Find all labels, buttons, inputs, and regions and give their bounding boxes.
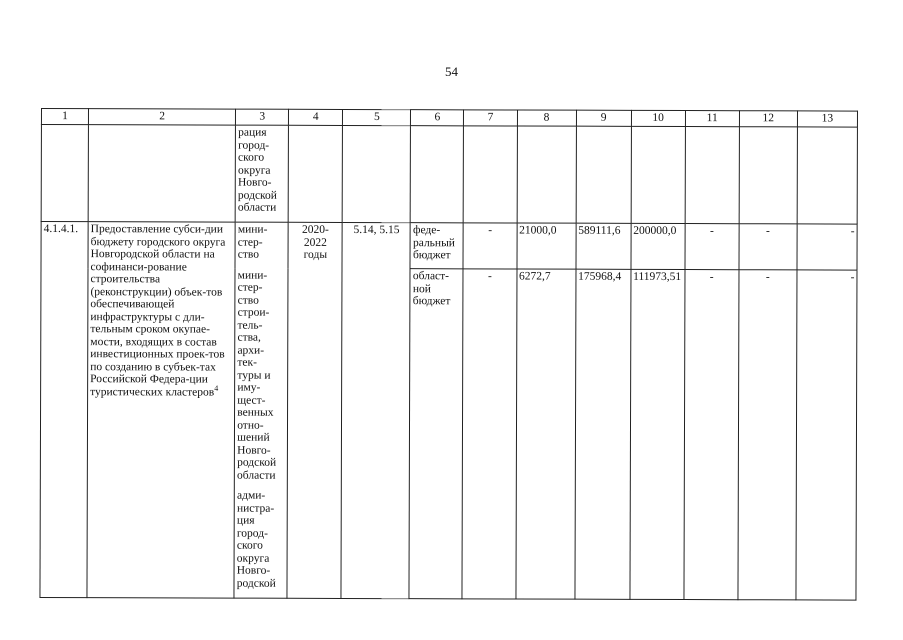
value-cell: - [738,270,797,600]
table-cell [631,126,685,223]
table-cell [517,126,576,223]
period-line: 2020- [301,223,329,236]
period-line: годы [303,248,328,261]
table-cell [464,126,517,223]
source-line: ральный [412,236,456,249]
value-cell: 589111,6 [576,223,631,269]
row-period [287,222,342,598]
table-cell [797,127,857,224]
value-cell: 6272,7 [516,269,576,599]
header-cell: 7 [464,110,517,126]
value-cell: 21000,0 [517,223,576,269]
value-cell: 175968,4 [575,269,631,599]
executor-line: щест- [237,394,266,407]
value-cell: 111973,51 [630,269,685,599]
executor-line: шений [237,431,270,444]
header-cell: 9 [576,110,631,126]
row-indicators: 5.14, 5.15 [341,222,410,598]
value-cell: - [684,270,739,600]
header-cell: 1 [41,109,88,125]
executor-line: ского [236,539,263,552]
table-cell [739,127,797,224]
executor-line: рация [238,126,267,139]
executor-line: ция [236,514,255,527]
value-cell: - [463,223,516,269]
table-cell [342,125,410,222]
budget-source [409,269,463,599]
table-cell [88,125,235,222]
executor-line: Новго- [237,176,272,189]
header-cell: 12 [739,111,797,127]
executor-line: области [237,469,276,482]
executor-line: нистра- [236,502,275,515]
table-cell [576,126,631,223]
executor-line: области [237,201,277,214]
table-row [41,222,857,271]
executor-line: Новго- [237,444,271,457]
value-cell: - [685,224,739,270]
executor-line: венных [237,406,274,419]
source-line: ной [412,282,431,295]
header-cell: 11 [685,111,739,127]
table-cell [685,127,739,224]
value-cell: - [739,224,797,270]
value-cell: - [797,224,857,270]
budget-source [410,223,463,269]
value-cell: - [462,269,516,599]
executor-line: ства, [237,331,261,344]
row-description: Предоставление субси-дии бюджету городского округа Новгородской области на софинанси-рование строительства (реконструкции) объек-тов обеспечивающей инфраструктуры с дли-тельным сроком окупае-мости, входящих в состав инвестиционных проек-тов по созданию в субъек-тах Российской Федера-ции туристических кластеров$^4$ [87,222,235,598]
executor-line: отно- [237,419,264,432]
executor-line: стер- [237,281,263,294]
executor-line: тель- [237,319,263,332]
header-cell: 6 [411,110,464,126]
table-cell [41,125,88,222]
executor-line: ского [238,151,265,164]
header-cell: 5 [343,109,411,125]
executor-line: родской [236,577,276,590]
footnote-mark: 4 [214,383,219,393]
header-cell: 13 [797,111,857,127]
executor-line: округа [236,552,270,565]
budget-table [39,108,858,601]
row-code: 4.1.4.1. [40,222,88,598]
executor-line: мини- [237,223,268,236]
executor-line: тек- [237,356,257,369]
source-line: бюджет [412,249,451,262]
executor-line: Новго- [236,564,271,577]
executor-line: округа [238,164,271,177]
executor-line: иму- [237,381,261,394]
source-line: област- [412,270,450,283]
executor-line: архи- [237,344,265,357]
table-cell [411,126,464,223]
executor-line: туры и [237,369,271,382]
header-cell: 10 [631,110,685,126]
header-cell: 3 [236,109,289,125]
executor-line: адми- [236,489,266,502]
executor-line: родской [237,189,278,202]
header-cell: 8 [517,110,576,126]
header-cell: 4 [289,109,343,125]
row-executors [234,222,288,598]
table-cell [288,125,342,222]
executor-line: мини- [237,269,268,282]
continued-executor-cell [235,125,288,222]
value-cell: 200000,0 [631,223,685,269]
executor-line: родской [237,456,277,469]
executor-line: стер- [237,236,263,249]
executor-line: строи- [237,306,270,319]
continued-row [41,125,857,225]
page-number: 54 [445,64,458,79]
value-cell: - [796,270,857,600]
executor-line: город- [238,139,270,152]
header-cell: 2 [88,109,235,125]
executor-line: ство [237,294,259,307]
source-line: феде- [413,224,441,237]
source-line: бюджет [412,295,451,308]
period-line: 2022 [303,236,327,249]
executor-line: ство [237,248,260,261]
executor-line: город- [236,527,268,540]
